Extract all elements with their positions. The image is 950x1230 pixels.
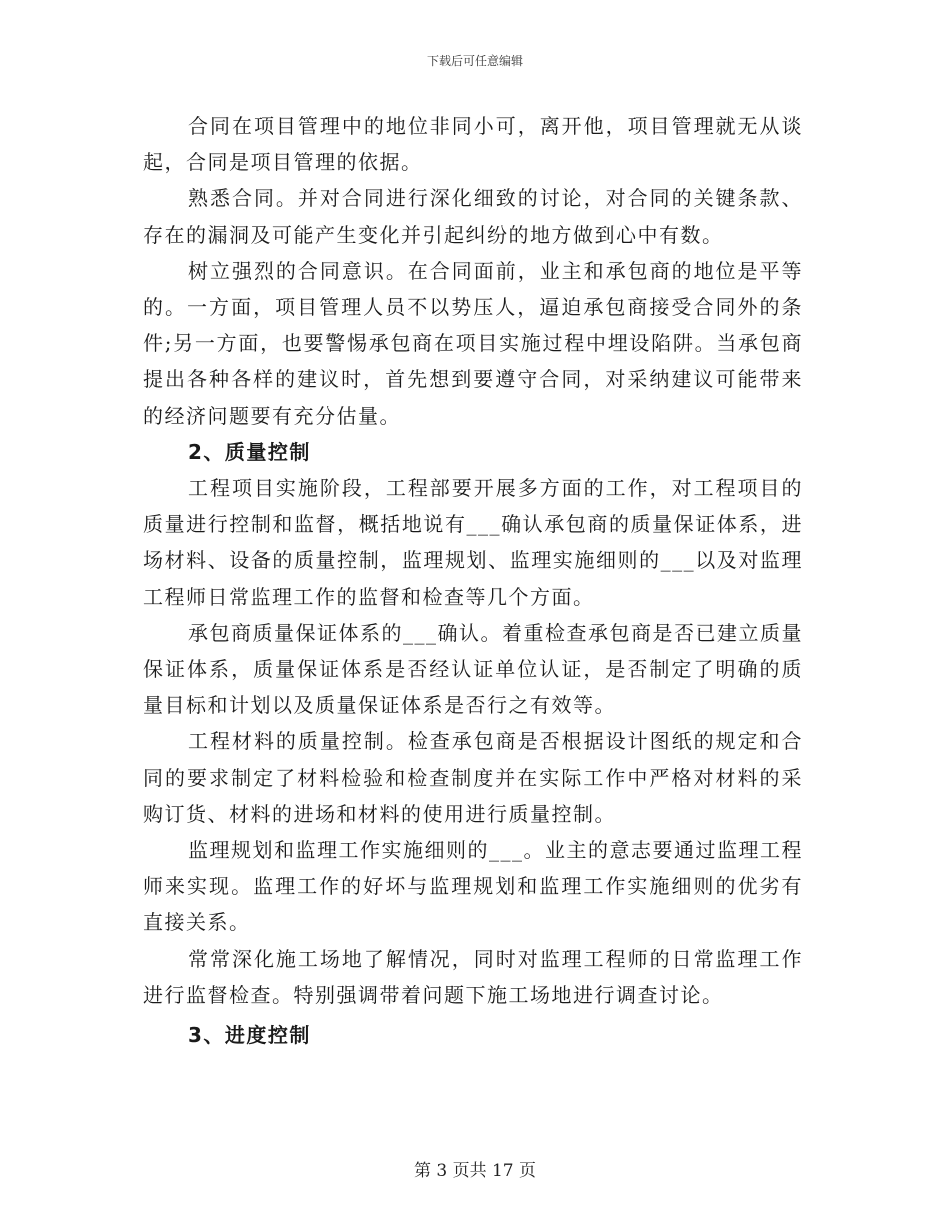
page-number-footer: 第 3 页共 17 页: [413, 1161, 537, 1181]
paragraph-site-inspection: 常常深化施工场地了解情况，同时对监理工程师的日常监理工作进行监督检查。特别强调带着问题下施工场地进行调查讨论。: [143, 946, 803, 1007]
paragraph-material-quality: 工程材料的质量控制。检查承包商是否根据设计图纸的规定和合同的要求制定了材料检验和检查制度并在实际工作中严格对材料的采购订货、材料的进场和材料的使用进行质量控制。: [143, 729, 803, 826]
paragraph-contract-importance: 合同在项目管理中的地位非同小可，离开他，项目管理就无从谈起，合同是项目管理的依据。: [143, 114, 803, 175]
section-heading-quality-control: 2、质量控制: [188, 439, 311, 464]
document-body: [143, 108, 803, 1053]
paragraph-contract-awareness: 树立强烈的合同意识。在合同面前，业主和承包商的地位是平等的。一方面，项目管理人员不以势压人，逼迫承包商接受合同外的条件;另一方面，也要警惕承包商在项目实施过程中埋设陷阱。当承包商提出各种各样的建议时，首先想到要遵守合同，对采纳建议可能带来的经济问题要有充分估量。: [143, 258, 803, 428]
paragraph-familiarize-contract: 熟悉合同。并对合同进行深化细致的讨论，对合同的关键条款、存在的漏洞及可能产生变化并引起纠纷的地方做到心中有数。: [143, 186, 803, 247]
section-heading-schedule-control: 3、进度控制: [188, 1023, 311, 1048]
paragraph-quality-overview: 工程项目实施阶段，工程部要开展多方面的工作，对工程项目的质量进行控制和监督，概括地说有___确认承包商的质量保证体系，进场材料、设备的质量控制，监理规划、监理实施细则的___以及对监理工程师日常监理工作的监督和检查等几个方面。: [143, 476, 803, 609]
paragraph-supervision-plan: 监理规划和监理工作实施细则的___。业主的意志要通过监理工程师来实现。监理工作的好坏与监理规划和监理工作实施细则的优劣有直接关系。: [143, 838, 803, 935]
paragraph-quality-system: 承包商质量保证体系的___确认。着重检查承包商是否已建立质量保证体系，质量保证体系是否经认证单位认证，是否制定了明确的质量目标和计划以及质量保证体系是否行之有效等。: [143, 620, 803, 718]
page-header-note: 下载后可任意编辑: [426, 54, 523, 68]
